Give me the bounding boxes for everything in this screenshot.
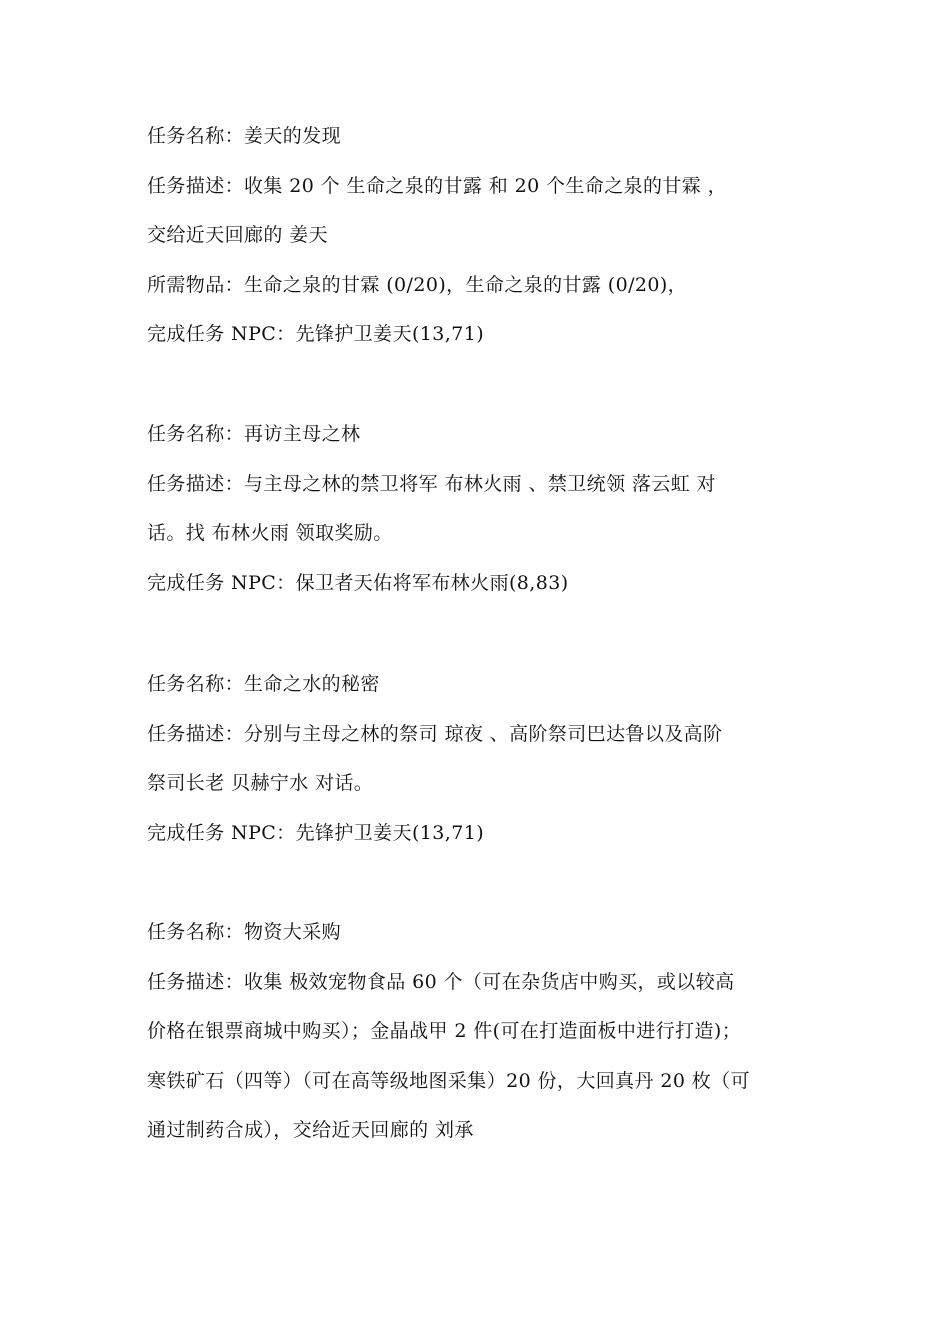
quest-description: 任务描述：与主母之林的禁卫将军 布林火雨 、禁卫统领 落云虹 对 [147, 472, 716, 495]
quest-description-continued: 话。找 布林火雨 领取奖励。 [147, 522, 393, 544]
quest-block [147, 660, 837, 858]
quest-description: 任务描述：分别与主母之林的祭司 琼夜 、高阶祭司巴达鲁以及高阶 [147, 722, 723, 745]
quest-completion-npc: 完成任务 NPC：先锋护卫姜天(13,71) [147, 323, 485, 345]
quest-name: 任务名称：物资大采购 [147, 921, 342, 943]
quest-name: 任务名称：再访主母之林 [147, 423, 361, 445]
quest-block [147, 112, 837, 360]
quest-name: 任务名称：生命之水的秘密 [147, 673, 380, 695]
quest-block [147, 410, 837, 608]
quest-completion-npc: 完成任务 NPC：保卫者天佑将军布林火雨(8,83) [147, 571, 569, 594]
quest-description-continued: 祭司长老 贝赫宁水 对话。 [147, 772, 374, 794]
quest-description-continued: 寒铁矿石（四等）（可在高等级地图采集）20 份，大回真丹 20 枚（可 [147, 1069, 750, 1092]
quest-description: 任务描述：收集 20 个 生命之泉的甘露 和 20 个生命之泉的甘霖 ， [147, 174, 728, 197]
quest-completion-npc: 完成任务 NPC：先锋护卫姜天(13,71) [147, 821, 485, 844]
quest-description: 任务描述：收集 极效宠物食品 60 个（可在杂货店中购买，或以较高 [147, 970, 735, 993]
quest-description-continued: 交给近天回廊的 姜天 [147, 224, 329, 246]
quest-description-continued: 价格在银票商城中购买）；金晶战甲 2 件(可在打造面板中进行打造)； [147, 1020, 742, 1042]
quest-block [147, 908, 837, 1156]
quest-name: 任务名称：姜天的发现 [147, 125, 342, 147]
quest-required-items: 所需物品：生命之泉的甘霖 (0/20)，生命之泉的甘露 (0/20)， [147, 273, 688, 296]
quest-description-continued: 通过制药合成），交给近天回廊的 刘承 [147, 1119, 474, 1141]
